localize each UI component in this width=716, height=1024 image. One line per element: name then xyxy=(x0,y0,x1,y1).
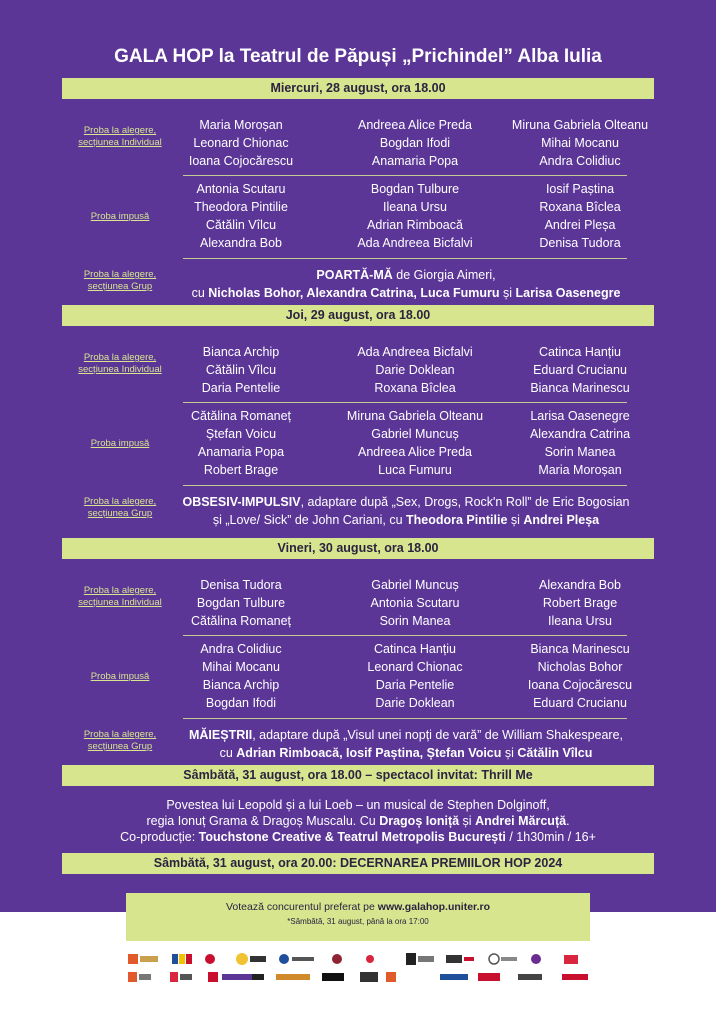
show-author: de Giorgia Aimeri, xyxy=(392,268,496,282)
vote-text: Votează concurentul preferat pe xyxy=(226,901,378,913)
contestant-name: Ada Andreea Bicfalvi xyxy=(357,236,473,250)
contestant-name: Daria Pentelie xyxy=(375,678,455,692)
logo-row2-1 xyxy=(128,972,151,982)
cast-and: și xyxy=(507,513,524,527)
show-line-1 xyxy=(180,726,632,744)
show-line-2 xyxy=(180,511,632,529)
contestant-name: Cătălina Romaneț xyxy=(190,614,292,628)
contestant-name: Bogdan Ifodi xyxy=(379,136,451,150)
thrill-band: Sâmbătă, 31 august, ora 18.00 – spectacol invitat: Thrill Me xyxy=(62,765,654,786)
contestant-name: Adrian Rimboacă xyxy=(367,218,463,232)
label-line: secțiunea Grup xyxy=(87,508,153,519)
day-band: Vineri, 30 august, ora 18.00 xyxy=(62,538,654,559)
group-show xyxy=(180,726,632,762)
contestant-name: Andra Colidiuc xyxy=(539,154,621,168)
impusa-column xyxy=(157,640,325,712)
contestant-name: Eduard Crucianu xyxy=(533,696,627,710)
logo-partner-12 xyxy=(564,955,578,964)
vote-deadline: *Sâmbătă, 31 august, până la ora 17:00 xyxy=(287,917,429,926)
divider xyxy=(183,402,627,403)
show-author: , adaptare după „Visul unei nopți de vară” de William Shakespeare, xyxy=(252,728,624,742)
thrill-description xyxy=(60,797,656,845)
contestant-name: Ștefan Voicu xyxy=(205,427,277,441)
logo-row2-8 xyxy=(360,972,378,982)
contestant-name: Cătălin Vîlcu xyxy=(205,363,277,377)
logo-row2-13 xyxy=(562,974,588,980)
contestant-name: Andreea Alice Preda xyxy=(358,445,472,459)
contestant-name: Theodora Pintilie xyxy=(194,200,288,214)
group-show xyxy=(180,493,632,529)
contestant-name: Ileana Ursu xyxy=(383,200,447,214)
contestant-name: Bogdan Ifodi xyxy=(205,696,277,710)
cast-names: Theodora Pintilie xyxy=(406,513,508,527)
show-line-1 xyxy=(180,266,632,284)
label-line: secțiunea Individual xyxy=(78,364,162,375)
contestant-name: Mihai Mocanu xyxy=(541,136,619,150)
cast-names: Nicholas Bohor, Alexandra Catrina, Luca Fumuru xyxy=(208,286,500,300)
contestant-name: Catinca Hanțiu xyxy=(374,642,456,656)
individual-column xyxy=(496,576,664,630)
label-line: secțiunea Grup xyxy=(87,281,153,292)
cast-prefix: cu xyxy=(219,746,237,760)
thrill-actor-2: Andrei Mărcuță xyxy=(475,814,567,828)
contestant-name: Antonia Scutaru xyxy=(370,596,460,610)
divider xyxy=(183,175,627,176)
contestant-name: Denisa Tudora xyxy=(200,578,282,592)
vote-box xyxy=(126,893,590,941)
logo-row2-11 xyxy=(478,973,500,981)
logo-uniter xyxy=(128,954,158,964)
page-title: GALA HOP la Teatrul de Păpuși „Prichindel” Alba Iulia xyxy=(114,46,602,67)
coproduction-label: Co-producție: xyxy=(120,830,199,844)
label-line: Proba la alegere, xyxy=(83,269,157,280)
impusa-column xyxy=(157,180,325,252)
logo-row2-7 xyxy=(322,973,344,981)
logo-row2-4 xyxy=(222,974,252,980)
contestant-name: Ioana Cojocărescu xyxy=(527,678,633,692)
contestant-name: Antonia Scutaru xyxy=(196,182,286,196)
awards-band: Sâmbătă, 31 august, ora 20.00: DECERNAREA PREMIILOR HOP 2024 xyxy=(62,853,654,874)
contestant-name: Iosif Paștina xyxy=(545,182,615,196)
cast-last: Larisa Oasenegre xyxy=(515,286,621,300)
contestant-name: Ileana Ursu xyxy=(548,614,612,628)
impusa-label[interactable]: Proba impusă xyxy=(90,671,150,682)
duration-rating: / 1h30min / 16+ xyxy=(505,830,596,844)
contestant-name: Bianca Marinescu xyxy=(530,381,630,395)
logo-row2-12 xyxy=(518,974,542,980)
thrill-line-1: Povestea lui Leopold și a lui Loeb – un musical de Stephen Dolginoff, xyxy=(166,798,550,812)
individual-column xyxy=(331,343,499,397)
logo-partner-6 xyxy=(332,954,342,964)
day-band: Miercuri, 28 august, ora 18.00 xyxy=(62,78,654,99)
divider xyxy=(183,485,627,486)
contestant-name: Eduard Crucianu xyxy=(533,363,627,377)
logo-row2-2 xyxy=(170,972,192,982)
logo-partner-11 xyxy=(531,954,541,964)
cast-last: Andrei Pleșa xyxy=(523,513,600,527)
vote-line xyxy=(126,901,590,913)
contestant-name: Bogdan Tulbure xyxy=(370,182,460,196)
coproducers: Touchstone Creative & Teatrul Metropolis București xyxy=(198,830,506,844)
divider xyxy=(183,718,627,719)
impusa-column xyxy=(496,640,664,712)
divider xyxy=(183,635,627,636)
cast-prefix: și „Love/ Sick” de John Cariani, cu xyxy=(212,513,406,527)
logo-row2-5 xyxy=(252,974,264,980)
show-title: OBSESIV-IMPULSIV xyxy=(182,495,301,509)
show-title: POARTĂ-MĂ xyxy=(316,268,393,282)
thrill-actor-1: Dragoș Ioniță xyxy=(379,814,460,828)
logo-row2-3 xyxy=(208,972,218,982)
contestant-name: Miruna Gabriela Olteanu xyxy=(511,118,649,132)
logo-partner-3 xyxy=(205,954,215,964)
contestant-name: Robert Brage xyxy=(203,463,279,477)
impusa-column xyxy=(331,407,499,479)
thrill-direction: regia Ionuț Grama & Dragoș Muscalu. Cu xyxy=(146,814,380,828)
grup-label[interactable] xyxy=(60,496,180,520)
contestant-name: Darie Doklean xyxy=(375,696,455,710)
contestant-name: Roxana Bîclea xyxy=(539,200,621,214)
contestant-name: Cătălin Vîlcu xyxy=(205,218,277,232)
contestant-name: Luca Fumuru xyxy=(378,463,452,477)
show-line-1 xyxy=(180,493,632,511)
impusa-column xyxy=(331,640,499,712)
contestant-name: Leonard Chionac xyxy=(367,660,463,674)
contestant-name: Nicholas Bohor xyxy=(537,660,623,674)
contestant-name: Miruna Gabriela Olteanu xyxy=(346,409,484,423)
impusa-label[interactable]: Proba impusă xyxy=(90,438,150,449)
contestant-name: Alexandra Catrina xyxy=(529,427,631,441)
contestant-name: Larisa Oasenegre xyxy=(530,409,630,423)
label-line: secțiunea Individual xyxy=(78,597,162,608)
contestant-name: Bianca Marinescu xyxy=(530,642,630,656)
contestant-name: Alexandra Bob xyxy=(199,236,282,250)
grup-label[interactable] xyxy=(60,269,180,293)
individual-column xyxy=(157,343,325,397)
cast-and: și xyxy=(499,286,516,300)
logo-partner-4 xyxy=(236,953,266,965)
label-line: Proba la alegere, xyxy=(83,352,157,363)
thrill-line-3 xyxy=(60,829,656,845)
cast-names: Adrian Rimboacă, Iosif Paștina, Ștefan Voicu xyxy=(236,746,502,760)
cast-prefix: cu xyxy=(191,286,209,300)
impusa-column xyxy=(157,407,325,479)
contestant-name: Andrei Pleșa xyxy=(544,218,616,232)
individual-column xyxy=(496,343,664,397)
contestant-name: Sorin Manea xyxy=(379,614,451,628)
contestant-name: Gabriel Muncuș xyxy=(371,427,459,441)
label-line: secțiunea Grup xyxy=(87,741,153,752)
logo-row2-10 xyxy=(440,974,468,980)
contestant-name: Leonard Chionac xyxy=(193,136,289,150)
contestant-name: Ada Andreea Bicfalvi xyxy=(357,345,473,359)
logo-partner-8 xyxy=(406,953,434,965)
logo-partner-9 xyxy=(446,955,474,963)
vote-link[interactable]: www.galahop.uniter.ro xyxy=(377,901,490,913)
individual-column xyxy=(331,116,499,170)
contestant-name: Ioana Cojocărescu xyxy=(188,154,294,168)
contestant-name: Daria Pentelie xyxy=(201,381,281,395)
impusa-column xyxy=(496,407,664,479)
impusa-column xyxy=(331,180,499,252)
thrill-and: și xyxy=(459,814,476,828)
thrill-period: . xyxy=(566,814,570,828)
logo-partner-5 xyxy=(279,954,314,964)
individual-column xyxy=(331,576,499,630)
cast-last: Cătălin Vîlcu xyxy=(517,746,593,760)
contestant-name: Maria Moroșan xyxy=(538,463,622,477)
logo-row2-6 xyxy=(276,974,310,980)
logo-partner-7 xyxy=(366,955,374,963)
contestant-name: Roxana Bîclea xyxy=(374,381,456,395)
partner-logos xyxy=(124,944,594,992)
show-line-2 xyxy=(180,744,632,762)
contestant-name: Maria Moroșan xyxy=(199,118,283,132)
contestant-name: Anamaria Popa xyxy=(197,445,285,459)
partner-logos-svg xyxy=(124,944,594,992)
cast-and: și xyxy=(501,746,518,760)
label-line: Proba la alegere, xyxy=(83,729,157,740)
logo-row2-9 xyxy=(386,972,396,982)
contestant-name: Sorin Manea xyxy=(544,445,616,459)
contestant-name: Mihai Mocanu xyxy=(202,660,280,674)
contestant-name: Gabriel Muncuș xyxy=(371,578,459,592)
label-line: Proba la alegere, xyxy=(83,125,157,136)
logo-ministry xyxy=(172,954,192,964)
label-line: Proba la alegere, xyxy=(83,585,157,596)
contestant-name: Anamaria Popa xyxy=(371,154,459,168)
contestant-name: Alexandra Bob xyxy=(538,578,621,592)
contestant-name: Robert Brage xyxy=(542,596,618,610)
individual-column xyxy=(496,116,664,170)
group-show xyxy=(180,266,632,302)
contestant-name: Bogdan Tulbure xyxy=(196,596,286,610)
show-author: , adaptare după „Sex, Drogs, Rock'n Roll” de Eric Bogosian xyxy=(300,495,630,509)
thrill-line-2 xyxy=(60,813,656,829)
individual-column xyxy=(157,116,325,170)
show-title: MĂIEȘTRII xyxy=(188,728,253,742)
day-band: Joi, 29 august, ora 18.00 xyxy=(62,305,654,326)
label-line: Proba la alegere, xyxy=(83,496,157,507)
contestant-name: Andreea Alice Preda xyxy=(358,118,472,132)
grup-label[interactable] xyxy=(60,729,180,753)
contestant-name: Andra Colidiuc xyxy=(200,642,282,656)
contestant-name: Cătălina Romaneț xyxy=(190,409,292,423)
contestant-name: Darie Doklean xyxy=(375,363,455,377)
contestant-name: Bianca Archip xyxy=(202,678,280,692)
contestant-name: Bianca Archip xyxy=(202,345,280,359)
label-line: secțiunea Individual xyxy=(78,137,162,148)
contestant-name: Denisa Tudora xyxy=(539,236,621,250)
impusa-column xyxy=(496,180,664,252)
logo-partner-10 xyxy=(489,954,517,964)
divider xyxy=(183,258,627,259)
contestant-name: Catinca Hanțiu xyxy=(539,345,621,359)
individual-column xyxy=(157,576,325,630)
show-line-2 xyxy=(180,284,632,302)
impusa-label[interactable]: Proba impusă xyxy=(90,211,150,222)
